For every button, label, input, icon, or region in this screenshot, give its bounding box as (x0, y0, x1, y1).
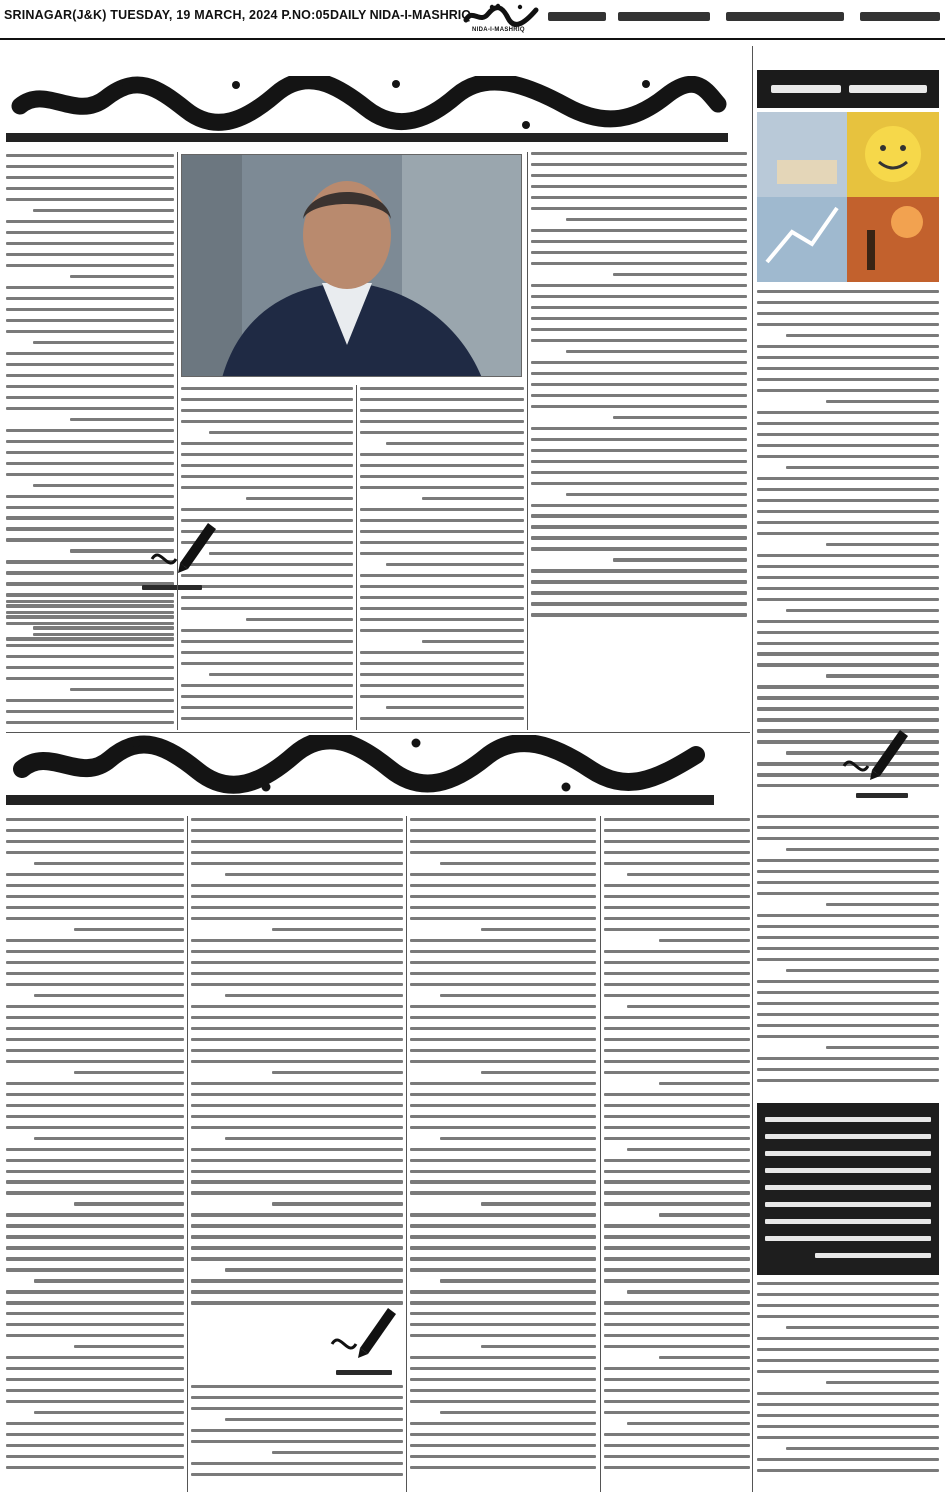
paper-logo (462, 2, 540, 36)
sidebar-column-text-bottom (757, 1282, 939, 1490)
article2-column-3 (191, 818, 403, 1318)
fountain-pen-icon (150, 515, 220, 579)
article1-column-2 (360, 387, 524, 732)
column-rule (752, 46, 753, 1492)
article2-column-4 (6, 818, 184, 1490)
column-rule (527, 152, 528, 730)
section-rule (6, 732, 750, 733)
fountain-pen-icon (330, 1300, 400, 1364)
logo-calligraphy-icon (462, 2, 540, 28)
column-rule (356, 385, 357, 730)
second-headline (6, 735, 714, 805)
sidebar-image (757, 112, 939, 282)
author-byline-2 (856, 793, 908, 806)
column-rule (406, 816, 407, 1492)
sidebar-title (757, 70, 939, 108)
article1-column-4 (6, 154, 174, 654)
column-rule (187, 816, 188, 1492)
article2-column-1 (604, 818, 750, 1490)
sidebar-pull-quote (757, 1103, 939, 1275)
article1-column-4-bottom (6, 600, 174, 730)
article2-column-2 (410, 818, 596, 1490)
urdu-dateline (548, 12, 940, 22)
column-rule (600, 816, 601, 1492)
main-headline (6, 76, 728, 142)
paper-name: DAILY NIDA-I-MASHRIQ (330, 8, 471, 22)
article2-column-3-bottom (191, 1385, 403, 1490)
logo-caption: NIDA-I-MASHRIQ (472, 27, 525, 33)
fountain-pen-icon (842, 722, 912, 786)
article1-column-1 (531, 152, 747, 632)
sidebar-column-text-lower (757, 815, 939, 1099)
column-rule (177, 152, 178, 730)
author-byline-1 (142, 585, 202, 598)
masthead (0, 0, 945, 40)
dateline: SRINAGAR(J&K) TUESDAY, 19 MARCH, 2024 P.NO:05 (4, 8, 330, 22)
article-photo (181, 154, 522, 377)
author-byline-3 (336, 1370, 392, 1383)
